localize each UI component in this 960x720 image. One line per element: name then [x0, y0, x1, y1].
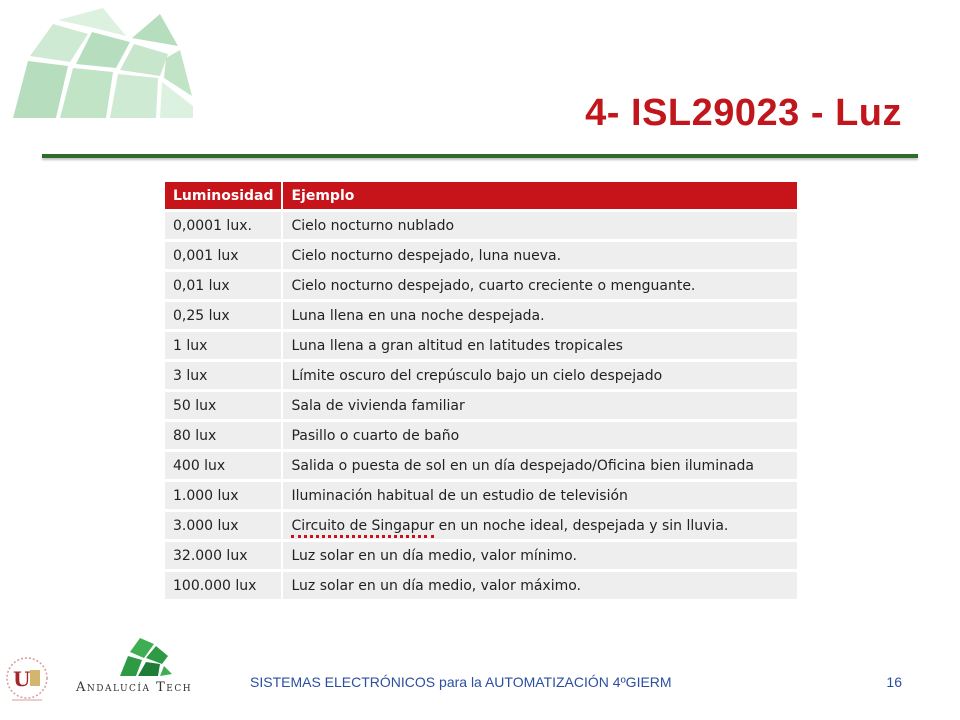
lux-example: Salida o puesta de sol en un día despejado/Oficina bien iluminada: [283, 452, 797, 479]
lux-value: 0,01 lux: [165, 272, 283, 299]
table-row: [165, 542, 797, 569]
lux-example: Cielo nocturno despejado, luna nueva.: [283, 242, 797, 269]
table-row: [165, 422, 797, 449]
luminosity-table: [165, 179, 797, 602]
table-row: [165, 362, 797, 389]
lux-value: 80 lux: [165, 422, 283, 449]
header-luminosidad: Luminosidad: [165, 182, 283, 209]
lux-value: 32.000 lux: [165, 542, 283, 569]
table-row: [165, 212, 797, 239]
lux-example: [283, 512, 797, 539]
lux-example: Luz solar en un día medio, valor máximo.: [283, 572, 797, 599]
lux-value: 0,001 lux: [165, 242, 283, 269]
table-row: [165, 302, 797, 329]
table-row: [165, 272, 797, 299]
svg-text:U: U: [13, 667, 31, 691]
lux-value: 0,0001 lux.: [165, 212, 283, 239]
lux-value: 3 lux: [165, 362, 283, 389]
lux-example: Sala de vivienda familiar: [283, 392, 797, 419]
lux-value: 3.000 lux: [165, 512, 283, 539]
lux-example: Luz solar en un día medio, valor mínimo.: [283, 542, 797, 569]
table-row: [165, 482, 797, 509]
table-row: [165, 332, 797, 359]
footer-course-title: SISTEMAS ELECTRÓNICOS para la AUTOMATIZACIÓN 4ºGIERM: [250, 674, 672, 690]
circuito-singapur-link[interactable]: Circuito de Singapur: [291, 518, 434, 538]
andalucia-tech-wordmark: Andalucía Tech: [76, 680, 193, 695]
lux-value: 100.000 lux: [165, 572, 283, 599]
lux-value: 0,25 lux: [165, 302, 283, 329]
lux-example: Iluminación habitual de un estudio de televisión: [283, 482, 797, 509]
table-row: [165, 452, 797, 479]
university-seal-logo: [4, 648, 50, 714]
lux-example: Cielo nocturno despejado, cuarto creciente o menguante.: [283, 272, 797, 299]
lux-value: 50 lux: [165, 392, 283, 419]
lux-example: Cielo nocturno nublado: [283, 212, 797, 239]
lux-example-rest: en un noche ideal, despejada y sin lluvia.: [434, 517, 729, 534]
lux-example: Luna llena en una noche despejada.: [283, 302, 797, 329]
table-header-row: [165, 182, 797, 209]
lux-value: 1 lux: [165, 332, 283, 359]
lux-example: Pasillo o cuarto de baño: [283, 422, 797, 449]
slide-title: 4- ISL29023 - Luz: [585, 92, 902, 134]
page-number: 16: [886, 674, 902, 690]
lux-value: 400 lux: [165, 452, 283, 479]
table-row: [165, 242, 797, 269]
lux-value: 1.000 lux: [165, 482, 283, 509]
title-divider: [42, 154, 918, 158]
corner-leaf-graphic: [8, 6, 193, 121]
lux-example: Luna llena a gran altitud en latitudes tropicales: [283, 332, 797, 359]
table-row: [165, 392, 797, 419]
header-ejemplo: Ejemplo: [283, 182, 797, 209]
lux-example: Límite oscuro del crepúsculo bajo un cielo despejado: [283, 362, 797, 389]
table-row: [165, 512, 797, 539]
table-row: [165, 572, 797, 599]
